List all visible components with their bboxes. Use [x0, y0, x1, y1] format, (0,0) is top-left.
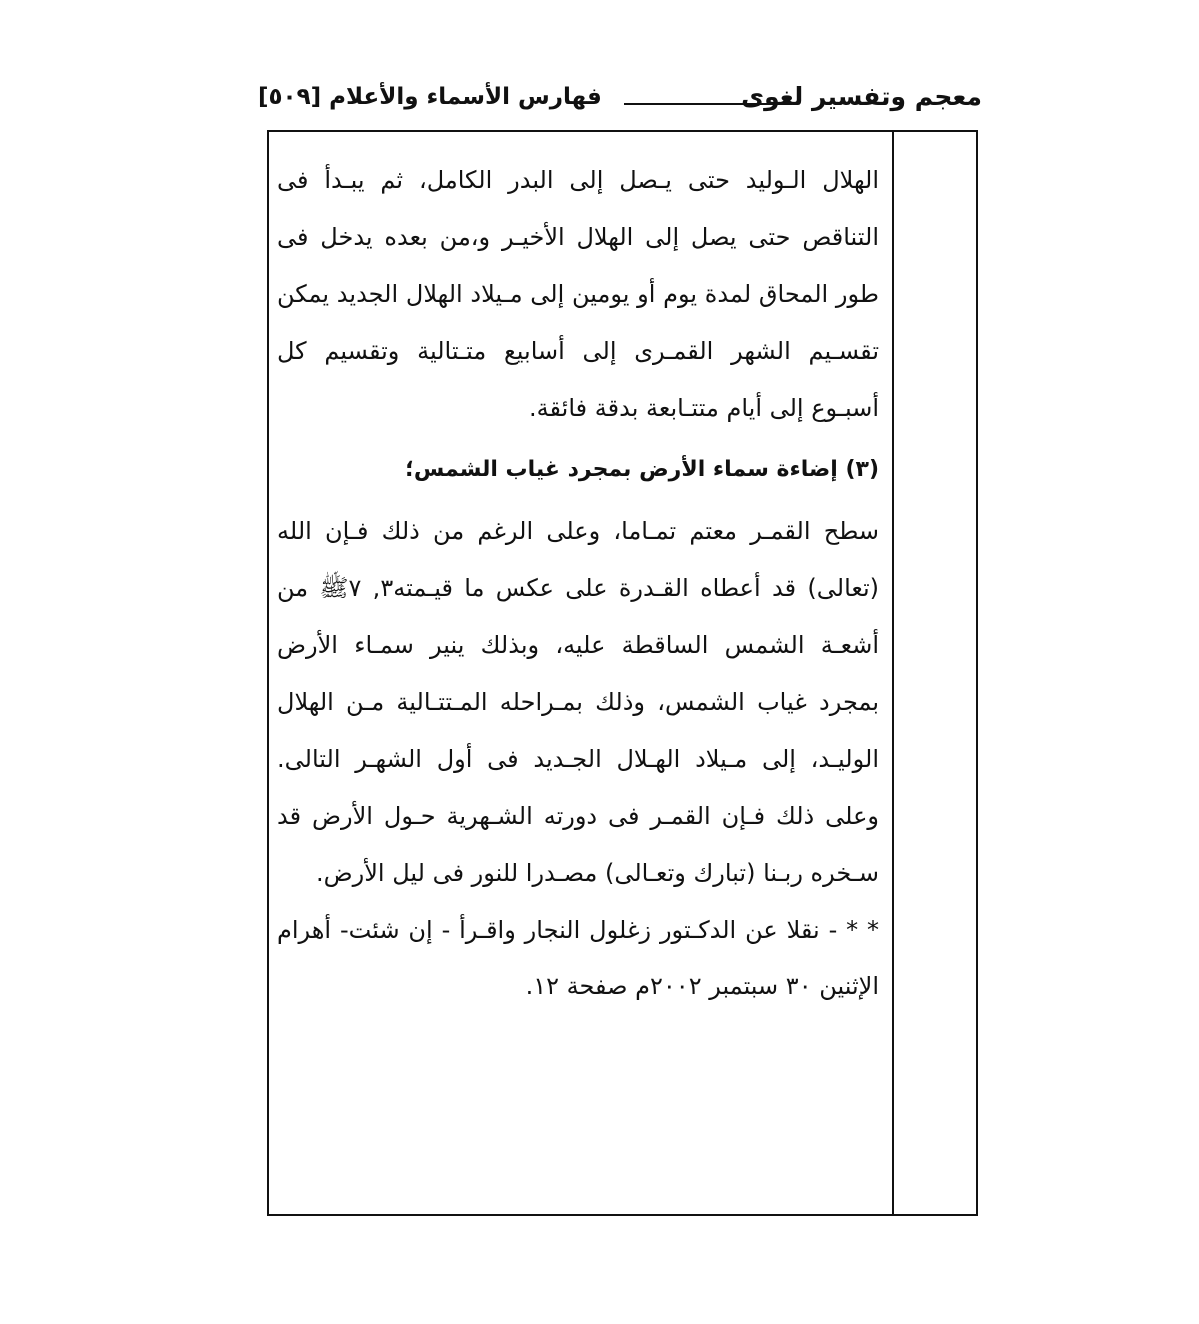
margin-column — [892, 132, 976, 1214]
footnote: * * - نقلا عن الدكـتور زغلول النجار واقـرأ - إن شئت- أهرام الإثنين ٣٠ سبتمبر ٢٠٠٢م صفحة ١٢. — [277, 916, 879, 1000]
page-frame — [267, 130, 978, 1216]
text-column — [277, 152, 879, 1014]
page-header — [258, 78, 982, 118]
section-heading: (٣) إضاءة سماء الأرض بمجرد غياب الشمس؛ — [405, 457, 879, 482]
book-title: معجم وتفسير لغوى — [741, 82, 982, 111]
header-rule — [624, 103, 792, 105]
paragraph-moonlight: سطح القمـر معتم تمـاما، وعلى الرغم من ذلك فـإن الله (تعالى) قد أعطاه القـدرة على عكس ما قيـمته٣, ٧ﷺ من أشعـة الشمس الساقطة عليه، وبذلك ينير سمـاء الأرض بمجرد غياب الشمس، وذلك بمـراحله المـتتـالية مـن الهلال الوليـد، إلى مـيلاد الهـلال الجـديد فى أول الشهـر التالى. وعلى ذلك فـإن القمـر فى دورته الشـهرية حـول الأرض قد سـخره ربـنا (تبارك وتعـالى) مصـدرا للنور فى ليل الأرض. — [277, 517, 880, 887]
page-number: [٥٠٩] — [258, 84, 322, 110]
running-header — [258, 84, 602, 110]
section-title: فهارس الأسماء والأعلام — [329, 84, 602, 110]
paragraph-moon-phases: الهلال الـوليد حتى يـصل إلى البدر الكامل، ثم يبـدأ فى التناقص حتى يصل إلى الهلال الأخيـر و،من بعده يدخل فى طور المحاق لمدة يوم أو يومين إلى مـيلاد الهلال الجديد يمكن تقسـيم الشهر القمـرى إلى أسابيع متـتالية وتقسيم كل أسبـوع إلى أيام متتـابعة بدقة فائقة. — [277, 166, 879, 422]
